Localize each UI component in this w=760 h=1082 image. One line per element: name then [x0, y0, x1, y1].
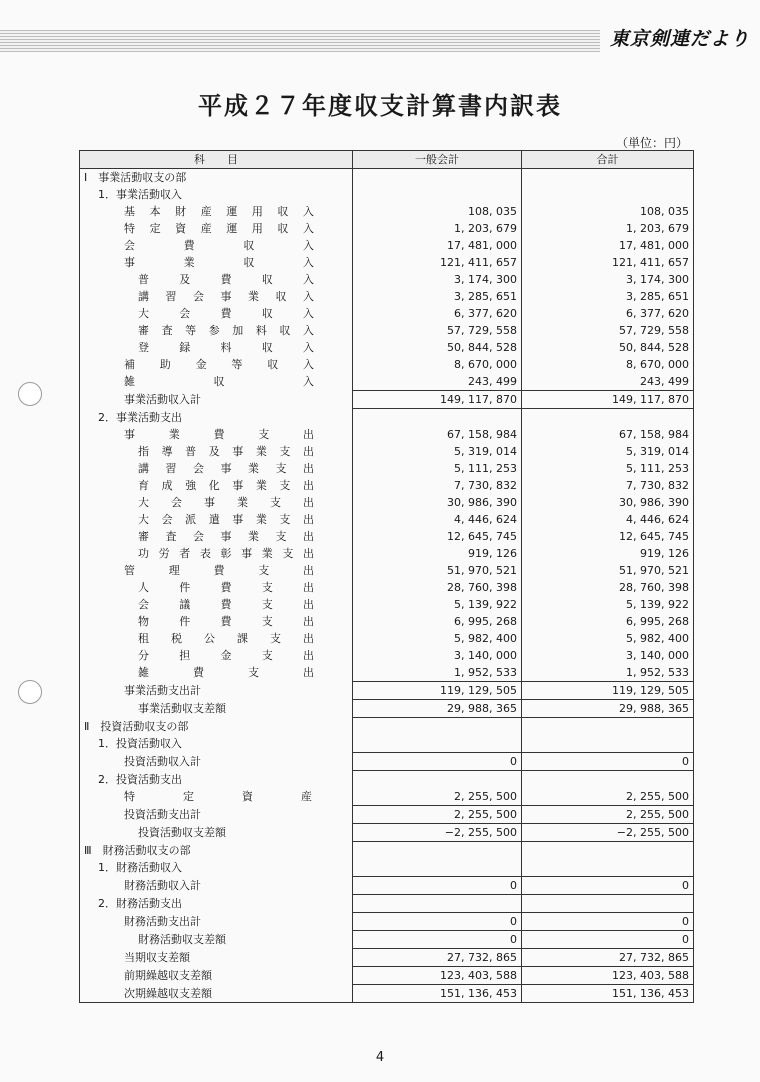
- total-value: [522, 409, 694, 427]
- table-row: [80, 596, 694, 613]
- general-value: 3, 174, 300: [353, 271, 522, 288]
- row-label: [80, 806, 353, 824]
- total-value: [522, 842, 694, 860]
- general-value: 2, 255, 500: [353, 806, 522, 824]
- row-label: [80, 913, 353, 931]
- table-row: [80, 771, 694, 789]
- row-label-text: 前期繰越収支差額: [124, 969, 212, 982]
- general-value: [353, 735, 522, 753]
- row-label-text: 事業活動収支差額: [138, 702, 226, 715]
- general-value: [353, 859, 522, 877]
- total-value: [522, 859, 694, 877]
- total-value: 0: [522, 913, 694, 931]
- row-label-text: 財務活動収入計: [124, 879, 201, 892]
- table-row: [80, 356, 694, 373]
- total-value: 123, 403, 588: [522, 967, 694, 985]
- row-label: [80, 271, 353, 288]
- total-value: 27, 732, 865: [522, 949, 694, 967]
- row-label-text: 2．投資活動支出: [98, 772, 182, 786]
- total-value: 6, 377, 620: [522, 305, 694, 322]
- table-row: [80, 895, 694, 913]
- general-value: 5, 111, 253: [353, 460, 522, 477]
- general-value: 5, 139, 922: [353, 596, 522, 613]
- row-label: [80, 169, 353, 187]
- general-value: [353, 771, 522, 789]
- general-value: [353, 842, 522, 860]
- row-label: [80, 511, 353, 528]
- row-label-text: 管理費支出: [124, 564, 314, 577]
- row-label: [80, 443, 353, 460]
- table-row: [80, 288, 694, 305]
- table-row: [80, 339, 694, 356]
- table-row: [80, 735, 694, 753]
- table-row: [80, 511, 694, 528]
- row-label: [80, 494, 353, 511]
- row-label-text: Ⅱ 投資活動収支の部: [84, 719, 189, 733]
- table-row: [80, 682, 694, 700]
- row-label-text: 事業活動支出計: [124, 684, 201, 697]
- table-row: [80, 579, 694, 596]
- row-label-text: Ⅲ 財務活動収支の部: [84, 843, 191, 857]
- total-value: 5, 111, 253: [522, 460, 694, 477]
- row-label: [80, 664, 353, 682]
- row-label: [80, 949, 353, 967]
- table-row: [80, 528, 694, 545]
- row-label: [80, 409, 353, 427]
- total-value: 57, 729, 558: [522, 322, 694, 339]
- row-label-text: 事業費支出: [124, 428, 314, 441]
- header-band: [0, 30, 600, 52]
- header-general: 一般会計: [353, 151, 522, 169]
- general-value: 29, 988, 365: [353, 700, 522, 718]
- general-value: 3, 285, 651: [353, 288, 522, 305]
- row-label: [80, 426, 353, 443]
- general-value: 0: [353, 877, 522, 895]
- row-label: [80, 630, 353, 647]
- row-label: [80, 753, 353, 771]
- row-label: [80, 824, 353, 842]
- budget-table: [79, 150, 694, 1003]
- row-label-text: 特定資産運用収入: [124, 222, 314, 235]
- row-label: [80, 596, 353, 613]
- general-value: 108, 035: [353, 203, 522, 220]
- table-row: [80, 647, 694, 664]
- table-row: [80, 967, 694, 985]
- row-label: [80, 735, 353, 753]
- row-label-text: 雑費支出: [138, 666, 314, 680]
- row-label: [80, 877, 353, 895]
- row-label-text: 当期収支差額: [124, 951, 190, 964]
- general-value: 149, 117, 870: [353, 391, 522, 409]
- table-row: [80, 562, 694, 579]
- table-row: [80, 842, 694, 860]
- row-label-text: 審査会事業支出: [138, 530, 314, 543]
- row-label-text: 大会費収入: [138, 307, 314, 320]
- total-value: 5, 319, 014: [522, 443, 694, 460]
- row-label-text: 1．投資活動収入: [98, 737, 182, 751]
- general-value: 119, 129, 505: [353, 682, 522, 700]
- header-total: 合計: [522, 151, 694, 169]
- total-value: 108, 035: [522, 203, 694, 220]
- row-label-text: 分担金支出: [138, 649, 314, 662]
- total-value: 8, 670, 000: [522, 356, 694, 373]
- table-row: [80, 305, 694, 322]
- table-row: [80, 391, 694, 409]
- row-label: [80, 718, 353, 736]
- row-label-text: 人件費支出: [138, 581, 314, 594]
- row-label-text: 2．事業活動支出: [98, 410, 182, 424]
- general-value: −2, 255, 500: [353, 824, 522, 842]
- total-value: 7, 730, 832: [522, 477, 694, 494]
- row-label: [80, 895, 353, 913]
- row-label-text: 物件費支出: [138, 615, 314, 628]
- row-label-text: 投資活動収支差額: [138, 826, 226, 839]
- general-value: 6, 377, 620: [353, 305, 522, 322]
- table-row: [80, 494, 694, 511]
- general-value: 67, 158, 984: [353, 426, 522, 443]
- table-row: [80, 718, 694, 736]
- row-label-text: 租税公課支出: [138, 632, 314, 645]
- row-label: [80, 579, 353, 596]
- table-row: [80, 630, 694, 647]
- row-label: [80, 322, 353, 339]
- table-row: [80, 237, 694, 254]
- header-brand: 東京剣連だより: [609, 28, 750, 50]
- row-label-text: 講習会事業収入: [138, 290, 314, 303]
- general-value: 243, 499: [353, 373, 522, 391]
- general-value: 1, 203, 679: [353, 220, 522, 237]
- table-body: [80, 169, 694, 1003]
- table-row: [80, 824, 694, 842]
- row-label: [80, 842, 353, 860]
- table-row: [80, 913, 694, 931]
- general-value: 4, 446, 624: [353, 511, 522, 528]
- total-value: 51, 970, 521: [522, 562, 694, 579]
- row-label-text: 投資活動支出計: [124, 808, 201, 821]
- total-value: 28, 760, 398: [522, 579, 694, 596]
- row-label: [80, 788, 353, 806]
- table-row: [80, 220, 694, 237]
- total-value: 17, 481, 000: [522, 237, 694, 254]
- general-value: 0: [353, 931, 522, 949]
- row-label: [80, 339, 353, 356]
- total-value: [522, 771, 694, 789]
- row-label: [80, 562, 353, 579]
- general-value: 30, 986, 390: [353, 494, 522, 511]
- row-label-text: 育成強化事業支出: [138, 479, 314, 492]
- total-value: 151, 136, 453: [522, 985, 694, 1003]
- table-row: [80, 443, 694, 460]
- table-row: [80, 271, 694, 288]
- total-value: 0: [522, 931, 694, 949]
- page-number: 4: [375, 1050, 385, 1065]
- total-value: 1, 952, 533: [522, 664, 694, 682]
- total-value: 67, 158, 984: [522, 426, 694, 443]
- table-row: [80, 409, 694, 427]
- total-value: 29, 988, 365: [522, 700, 694, 718]
- row-label-text: 会議費支出: [138, 598, 314, 611]
- row-label-text: 大会事業支出: [138, 496, 314, 509]
- row-label-text: 普及費収入: [138, 273, 314, 286]
- total-value: [522, 186, 694, 203]
- row-label-text: 財務活動支出計: [124, 915, 201, 928]
- table-header-row: [80, 151, 694, 169]
- punch-hole-icon: [18, 382, 42, 406]
- general-value: 7, 730, 832: [353, 477, 522, 494]
- general-value: 17, 481, 000: [353, 237, 522, 254]
- row-label: [80, 477, 353, 494]
- total-value: 243, 499: [522, 373, 694, 391]
- table-row: [80, 931, 694, 949]
- table-row: [80, 788, 694, 806]
- table-row: [80, 806, 694, 824]
- row-label-text: 審査等参加料収入: [138, 324, 314, 337]
- table-row: [80, 254, 694, 271]
- row-label: [80, 647, 353, 664]
- general-value: 919, 126: [353, 545, 522, 562]
- general-value: 5, 319, 014: [353, 443, 522, 460]
- row-label: [80, 613, 353, 630]
- total-value: 1, 203, 679: [522, 220, 694, 237]
- row-label: [80, 682, 353, 700]
- total-value: 119, 129, 505: [522, 682, 694, 700]
- general-value: 8, 670, 000: [353, 356, 522, 373]
- general-value: 57, 729, 558: [353, 322, 522, 339]
- table-row: [80, 460, 694, 477]
- total-value: 3, 140, 000: [522, 647, 694, 664]
- table-row: [80, 477, 694, 494]
- row-label: [80, 985, 353, 1003]
- table-row: [80, 613, 694, 630]
- total-value: [522, 895, 694, 913]
- table-row: [80, 186, 694, 203]
- general-value: 121, 411, 657: [353, 254, 522, 271]
- row-label: [80, 203, 353, 220]
- row-label-text: 投資活動収入計: [124, 755, 201, 768]
- unit-label: （単位：円）: [615, 136, 688, 150]
- row-label: [80, 931, 353, 949]
- general-value: 27, 732, 865: [353, 949, 522, 967]
- general-value: 6, 995, 268: [353, 613, 522, 630]
- table-row: [80, 859, 694, 877]
- general-value: 0: [353, 913, 522, 931]
- general-value: [353, 718, 522, 736]
- document-title: 平成２７年度収支計算書内訳表: [198, 91, 562, 120]
- total-value: 121, 411, 657: [522, 254, 694, 271]
- general-value: 2, 255, 500: [353, 788, 522, 806]
- row-label-text: 1．事業活動収入: [98, 188, 182, 201]
- table-row: [80, 877, 694, 895]
- row-label: [80, 305, 353, 322]
- row-label: [80, 528, 353, 545]
- general-value: 1, 952, 533: [353, 664, 522, 682]
- total-value: 50, 844, 528: [522, 339, 694, 356]
- row-label-text: Ⅰ 事業活動収支の部: [84, 171, 187, 184]
- general-value: 0: [353, 753, 522, 771]
- table-row: [80, 949, 694, 967]
- general-value: [353, 895, 522, 913]
- general-value: 5, 982, 400: [353, 630, 522, 647]
- total-value: 4, 446, 624: [522, 511, 694, 528]
- general-value: [353, 186, 522, 203]
- row-label: [80, 220, 353, 237]
- total-value: [522, 169, 694, 187]
- total-value: 5, 139, 922: [522, 596, 694, 613]
- row-label-text: 指導普及事業支出: [138, 445, 314, 458]
- row-label-text: 1．財務活動収入: [98, 861, 182, 875]
- row-label-text: 次期繰越収支差額: [124, 986, 212, 1000]
- row-label-text: 登録料収入: [138, 341, 314, 354]
- table-row: [80, 664, 694, 682]
- table-row: [80, 985, 694, 1003]
- general-value: 151, 136, 453: [353, 985, 522, 1003]
- total-value: 2, 255, 500: [522, 806, 694, 824]
- table-row: [80, 545, 694, 562]
- general-value: [353, 409, 522, 427]
- row-label-text: 基本財産運用収入: [124, 205, 314, 218]
- row-label-text: 特定資産: [124, 790, 312, 804]
- general-value: 50, 844, 528: [353, 339, 522, 356]
- row-label: [80, 771, 353, 789]
- total-value: 12, 645, 745: [522, 528, 694, 545]
- row-label: [80, 859, 353, 877]
- total-value: [522, 735, 694, 753]
- punch-hole-icon: [18, 680, 42, 704]
- row-label-text: 大会派遣事業支出: [138, 513, 314, 526]
- general-value: 28, 760, 398: [353, 579, 522, 596]
- row-label-text: 事業収入: [124, 256, 314, 269]
- row-label: [80, 288, 353, 305]
- row-label: [80, 391, 353, 409]
- total-value: 30, 986, 390: [522, 494, 694, 511]
- total-value: 3, 285, 651: [522, 288, 694, 305]
- row-label: [80, 373, 353, 391]
- total-value: 919, 126: [522, 545, 694, 562]
- general-value: 51, 970, 521: [353, 562, 522, 579]
- row-label: [80, 700, 353, 718]
- row-label: [80, 545, 353, 562]
- total-value: 2, 255, 500: [522, 788, 694, 806]
- row-label-text: 講習会事業支出: [138, 462, 314, 475]
- table-row: [80, 373, 694, 391]
- total-value: 6, 995, 268: [522, 613, 694, 630]
- general-value: [353, 169, 522, 187]
- row-label: [80, 356, 353, 373]
- total-value: [522, 718, 694, 736]
- row-label: [80, 967, 353, 985]
- row-label: [80, 237, 353, 254]
- table-row: [80, 203, 694, 220]
- header-item: 科 目: [80, 151, 353, 169]
- row-label: [80, 186, 353, 203]
- total-value: −2, 255, 500: [522, 824, 694, 842]
- row-label-text: 会費収入: [124, 239, 314, 252]
- table-row: [80, 169, 694, 187]
- row-label: [80, 460, 353, 477]
- row-label-text: 財務活動収支差額: [138, 933, 226, 946]
- total-value: 3, 174, 300: [522, 271, 694, 288]
- general-value: 123, 403, 588: [353, 967, 522, 985]
- row-label-text: 2．財務活動支出: [98, 897, 182, 910]
- table-row: [80, 426, 694, 443]
- table-row: [80, 753, 694, 771]
- row-label-text: 功労者表彰事業支出: [138, 547, 314, 560]
- row-label-text: 事業活動収入計: [124, 393, 201, 406]
- general-value: 3, 140, 000: [353, 647, 522, 664]
- total-value: 5, 982, 400: [522, 630, 694, 647]
- total-value: 149, 117, 870: [522, 391, 694, 409]
- table-row: [80, 322, 694, 339]
- total-value: 0: [522, 877, 694, 895]
- table-row: [80, 700, 694, 718]
- total-value: 0: [522, 753, 694, 771]
- row-label-text: 雑収入: [124, 375, 314, 389]
- general-value: 12, 645, 745: [353, 528, 522, 545]
- row-label-text: 補助金等収入: [124, 358, 314, 371]
- row-label: [80, 254, 353, 271]
